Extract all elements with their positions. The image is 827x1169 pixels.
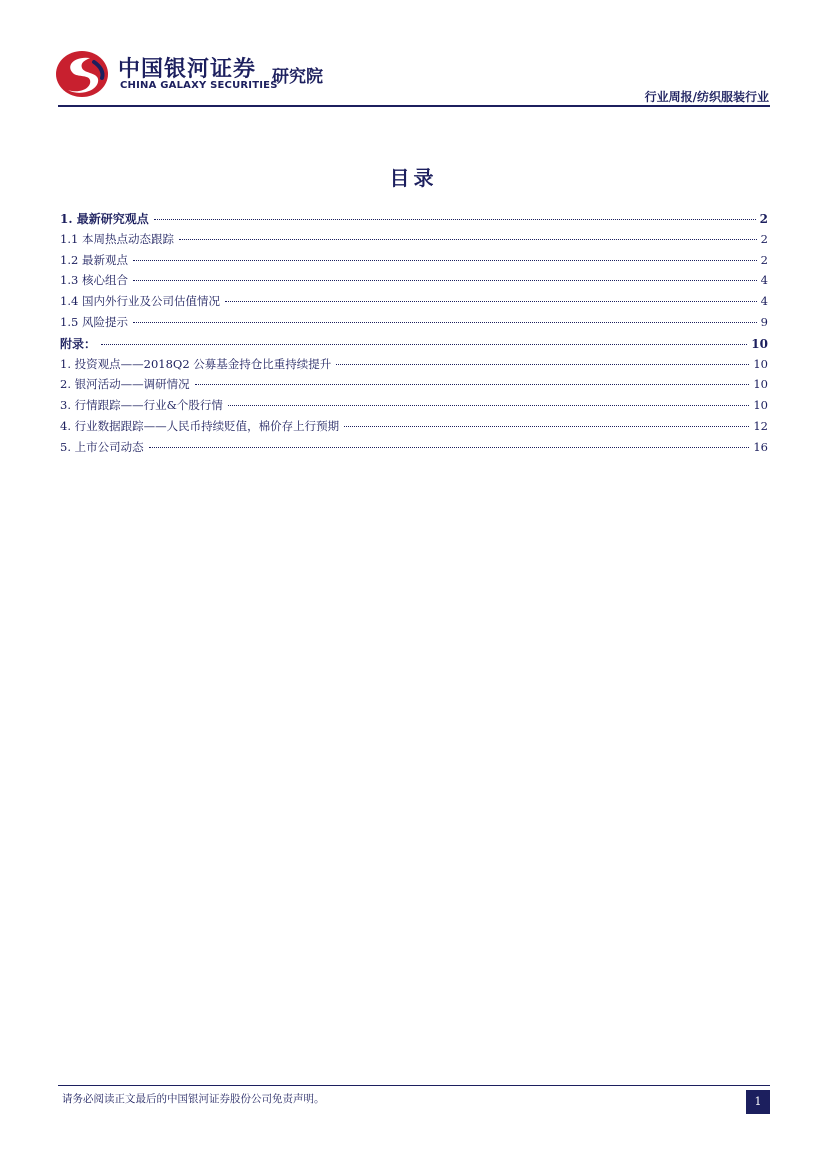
toc-entry-page: 2 xyxy=(759,212,768,226)
toc-entry-label: 1.3 核心组合 xyxy=(60,273,128,288)
brand-name-english: CHINA GALAXY SECURITIES xyxy=(120,80,278,91)
table-of-contents xyxy=(60,210,768,460)
toc-entry-label: 5. 上市公司动态 xyxy=(60,439,144,454)
toc-entry[interactable] xyxy=(60,439,768,460)
toc-dot-leader xyxy=(336,363,749,365)
page-header xyxy=(0,0,827,110)
toc-dot-leader xyxy=(149,446,750,448)
toc-entry[interactable] xyxy=(60,356,768,377)
toc-entry-label: 1.1 本周热点动态跟踪 xyxy=(60,231,174,246)
toc-entry-page: 2 xyxy=(760,252,768,267)
footer-divider xyxy=(58,1085,770,1086)
toc-dot-leader xyxy=(195,383,750,385)
toc-entry-label: 2. 银河活动——调研情况 xyxy=(60,377,190,392)
china-galaxy-logo-icon xyxy=(54,48,110,100)
toc-entry-label: 1.5 风险提示 xyxy=(60,314,128,329)
toc-entry[interactable] xyxy=(60,335,768,356)
toc-dot-leader xyxy=(225,300,757,302)
toc-entry-page: 4 xyxy=(760,294,768,309)
disclaimer-text: 请务必阅读正文最后的中国银河证券股份公司免责声明。 xyxy=(62,1093,325,1105)
toc-entry-page: 12 xyxy=(753,418,768,433)
toc-dot-leader xyxy=(133,259,757,261)
toc-entry-page: 10 xyxy=(751,336,768,351)
toc-entry-label: 1.2 最新观点 xyxy=(60,252,128,267)
toc-title: 目录 xyxy=(389,166,438,190)
toc-entry[interactable] xyxy=(60,314,768,335)
toc-entry-label: 1. 最新研究观点 xyxy=(60,212,149,226)
toc-entry-label: 1. 投资观点——2018Q2 公募基金持仓比重持续提升 xyxy=(60,356,332,371)
toc-entry[interactable] xyxy=(60,418,768,439)
toc-entry-page: 2 xyxy=(760,231,768,246)
toc-entry[interactable] xyxy=(60,272,768,293)
toc-entry-page: 10 xyxy=(753,377,768,392)
toc-entry[interactable] xyxy=(60,231,768,252)
toc-entry-label: 附录： xyxy=(60,336,97,351)
toc-entry-page: 10 xyxy=(753,398,768,413)
toc-entry[interactable] xyxy=(60,376,768,397)
toc-entry[interactable] xyxy=(60,397,768,418)
toc-entry-label: 3. 行情跟踪——行业&个股行情 xyxy=(60,398,223,413)
header-divider xyxy=(58,105,770,107)
toc-entry-page: 4 xyxy=(760,273,768,288)
toc-dot-leader xyxy=(344,425,749,427)
page-number-badge: 1 xyxy=(746,1090,770,1114)
toc-entry-label: 1.4 国内外行业及公司估值情况 xyxy=(60,294,220,309)
toc-entry-page: 9 xyxy=(760,314,768,329)
toc-dot-leader xyxy=(154,218,756,220)
toc-dot-leader xyxy=(133,321,757,323)
toc-entry-page: 10 xyxy=(753,356,768,371)
toc-entry[interactable] xyxy=(60,252,768,273)
report-type-label: 行业周报/纺织服装行业 xyxy=(644,90,769,104)
toc-dot-leader xyxy=(179,238,757,240)
toc-dot-leader xyxy=(133,279,757,281)
brand-name-chinese: 中国银河证券 xyxy=(118,57,257,82)
toc-entry-page: 16 xyxy=(753,439,768,454)
toc-entry-label: 4. 行业数据跟踪——人民币持续贬值，棉价存上行预期 xyxy=(60,418,340,433)
toc-dot-leader xyxy=(101,343,747,345)
toc-entry[interactable] xyxy=(60,293,768,314)
toc-dot-leader xyxy=(228,404,749,406)
institute-label: 研究院 xyxy=(272,67,323,87)
toc-entry[interactable] xyxy=(60,210,768,231)
